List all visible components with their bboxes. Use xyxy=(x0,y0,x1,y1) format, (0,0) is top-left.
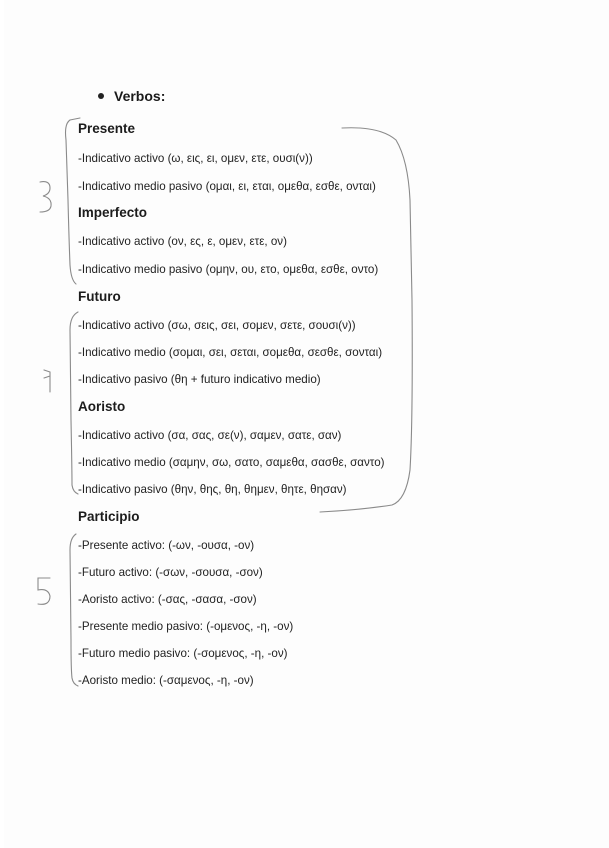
heading-presente: Presente xyxy=(78,121,136,136)
line-futuro-3: -Indicativo pasivo (θη + futuro indicativo medio) xyxy=(78,373,321,386)
line-futuro-1: -Indicativo activo (σω, σεις, σει, σομεν, σετε, σουσι(ν)) xyxy=(78,319,356,332)
line-participio-6: -Aoristo medio: (-σαμενος, -η, -ον) xyxy=(78,674,254,687)
margin-note-3 xyxy=(36,182,49,206)
heading-aoristo: Aoristo xyxy=(78,399,126,414)
heading-participio: Participio xyxy=(78,509,140,524)
line-imperfecto-2: -Indicativo medio pasivo (ομην, ου, ετο, ομεθα, εσθε, οντο) xyxy=(78,263,379,276)
line-participio-3: -Aoristo activo: (-σας, -σασα, -σον) xyxy=(78,593,257,606)
line-participio-1: -Presente activo: (-ων, -ουσα, -ον) xyxy=(78,539,255,552)
line-presente-1: -Indicativo activo (ω, εις, ει, ομεν, ετε, ουσι(ν)) xyxy=(78,152,313,165)
line-participio-2: -Futuro activo: (-σων, -σουσα, -σον) xyxy=(78,566,263,579)
margin-note-4 xyxy=(40,370,53,394)
heading-futuro: Futuro xyxy=(78,289,121,304)
line-futuro-2: -Indicativo medio (σομαι, σει, σεται, σομεθα, σεσθε, σονται) xyxy=(78,346,383,359)
line-aoristo-2: -Indicativo medio (σαμην, σω, σατο, σαμεθα, σασθε, σαντο) xyxy=(78,456,385,469)
title-text: Verbos: xyxy=(114,88,166,104)
heading-imperfecto: Imperfecto xyxy=(78,205,148,220)
document-title xyxy=(98,88,165,104)
line-imperfecto-1: -Indicativo activo (ον, ες, ε, ομεν, ετε, ον) xyxy=(78,235,287,248)
margin-note-5 xyxy=(36,578,49,602)
line-aoristo-3: -Indicativo pasivo (θην, θης, θη, θημεν, θητε, θησαν) xyxy=(78,483,347,496)
line-participio-4: -Presente medio pasivo: (-ομενος, -η, -ον) xyxy=(78,620,294,633)
line-presente-2: -Indicativo medio pasivo (ομαι, ει, εται, ομεθα, εσθε, ονται) xyxy=(78,180,376,193)
line-participio-5: -Futuro medio pasivo: (-σομενος, -η, -ον) xyxy=(78,647,288,660)
line-aoristo-1: -Indicativo activo (σα, σας, σε(ν), σαμεν, σατε, σαν) xyxy=(78,429,342,442)
bullet-icon xyxy=(98,93,104,99)
